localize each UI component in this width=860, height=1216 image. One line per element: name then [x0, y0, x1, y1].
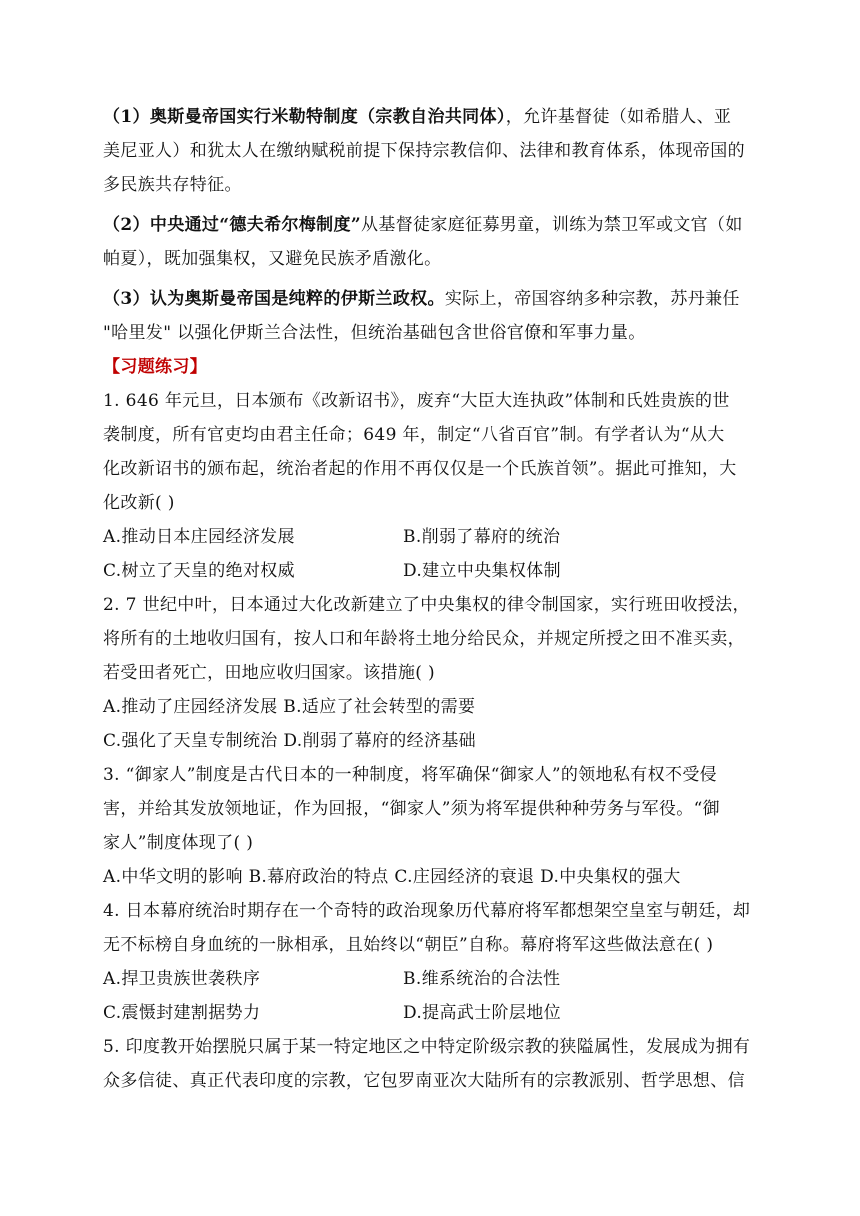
q1-option-d: D.建立中央集权体制 [403, 561, 561, 581]
q1-line-4: 化改新( ) [103, 493, 175, 513]
note-3-label: （3）认为奥斯曼帝国是纯粹的伊斯兰政权。 [103, 289, 445, 309]
note-2-line-2: 帕夏），既加强集权，又避免民族矛盾激化。 [103, 249, 442, 269]
q1-line-2: 袭制度，所有官吏均由君主任命；649 年，制定“八省百官”制。有学者认为“从大 [103, 425, 725, 445]
note-3-line-2: "哈里发" 以强化伊斯兰合法性，但统治基础包含世俗官僚和军事力量。 [103, 323, 646, 343]
q3-line-1: 3. “御家人”制度是古代日本的一种制度，将军确保“御家人”的领地私有权不受侵 [103, 765, 718, 785]
q4-option-d: D.提高武士阶层地位 [403, 1003, 561, 1023]
note-1-line-1 [103, 106, 763, 128]
q1-option-b: B.削弱了幕府的统治 [403, 527, 561, 547]
q1-line-1: 1. 646 年元旦，日本颁布《改新诏书》，废弃“大臣大连执政”体制和氏姓贵族的世 [103, 391, 730, 411]
q3-options: A.中华文明的影响 B.幕府政治的特点 C.庄园经济的衰退 D.中央集权的强大 [103, 867, 681, 887]
note-1-line-2: 美尼亚人）和犹太人在缴纳赋税前提下保持宗教信仰、法律和教育体系，体现帝国的 [103, 141, 745, 161]
q3-line-3: 家人”制度体现了( ) [103, 833, 254, 853]
q1-option-c: C.树立了天皇的绝对权威 [103, 561, 296, 581]
note-3-line-1 [103, 288, 763, 310]
q4-line-2: 无不标榜自身血统的一脉相承，且始终以“朝臣”自称。幕府将军这些做法意在( ) [103, 935, 714, 955]
q2-line-2: 将所有的土地收归国有，按人口和年龄将土地分给民众，并规定所授之田不准买卖， [103, 629, 745, 649]
q4-option-b: B.维系统治的合法性 [403, 969, 561, 989]
q5-line-1: 5. 印度教开始摆脱只属于某一特定地区之中特定阶级宗教的狭隘属性，发展成为拥有 [103, 1037, 751, 1057]
q4-option-a: A.捍卫贵族世袭秩序 [103, 969, 261, 989]
note-1-text: ，允许基督徒（如希腊人、亚 [505, 107, 732, 127]
q2-line-3: 若受田者死亡，田地应收归国家。该措施( ) [103, 663, 436, 683]
note-2-term: “德夫希尔梅制度” [219, 215, 361, 235]
q3-line-2: 害，并给其发放领地证，作为回报，“御家人”须为将军提供种种劳务与军役。“御 [103, 799, 721, 819]
q2-options-cd: C.强化了天皇专制统治 D.削弱了幕府的经济基础 [103, 731, 477, 751]
q1-option-a: A.推动日本庄园经济发展 [103, 527, 295, 547]
note-1-line-3: 多民族共存特征。 [103, 175, 242, 195]
q2-options-ab: A.推动了庄园经济发展 B.适应了社会转型的需要 [103, 697, 476, 717]
note-2-prefix: （2）中央通过 [103, 215, 220, 235]
section-title: 【习题练习】 [103, 357, 208, 377]
q2-line-1: 2. 7 世纪中叶，日本通过大化改新建立了中央集权的律令制国家，实行班田收授法， [103, 595, 750, 615]
q4-line-1: 4. 日本幕府统治时期存在一个奇特的政治现象历代幕府将军都想架空皇室与朝廷，却 [103, 901, 751, 921]
q1-line-3: 化改新诏书的颁布起，统治者起的作用不再仅仅是一个氏族首领”。据此可推知，大 [103, 459, 737, 479]
q5-line-2: 众多信徒、真正代表印度的宗教，它包罗南亚次大陆所有的宗教派别、哲学思想、信 [103, 1071, 745, 1091]
note-2-line-1 [103, 214, 763, 236]
note-3-text: 实际上，帝国容纳多种宗教，苏丹兼任 [444, 289, 740, 309]
note-2-text: 从基督徒家庭征募男童，训练为禁卫军或文官（如 [361, 215, 743, 235]
q4-option-c: C.震慑封建割据势力 [103, 1003, 261, 1023]
note-1-label: （1）奥斯曼帝国实行米勒特制度（宗教自治共同体） [103, 107, 506, 127]
